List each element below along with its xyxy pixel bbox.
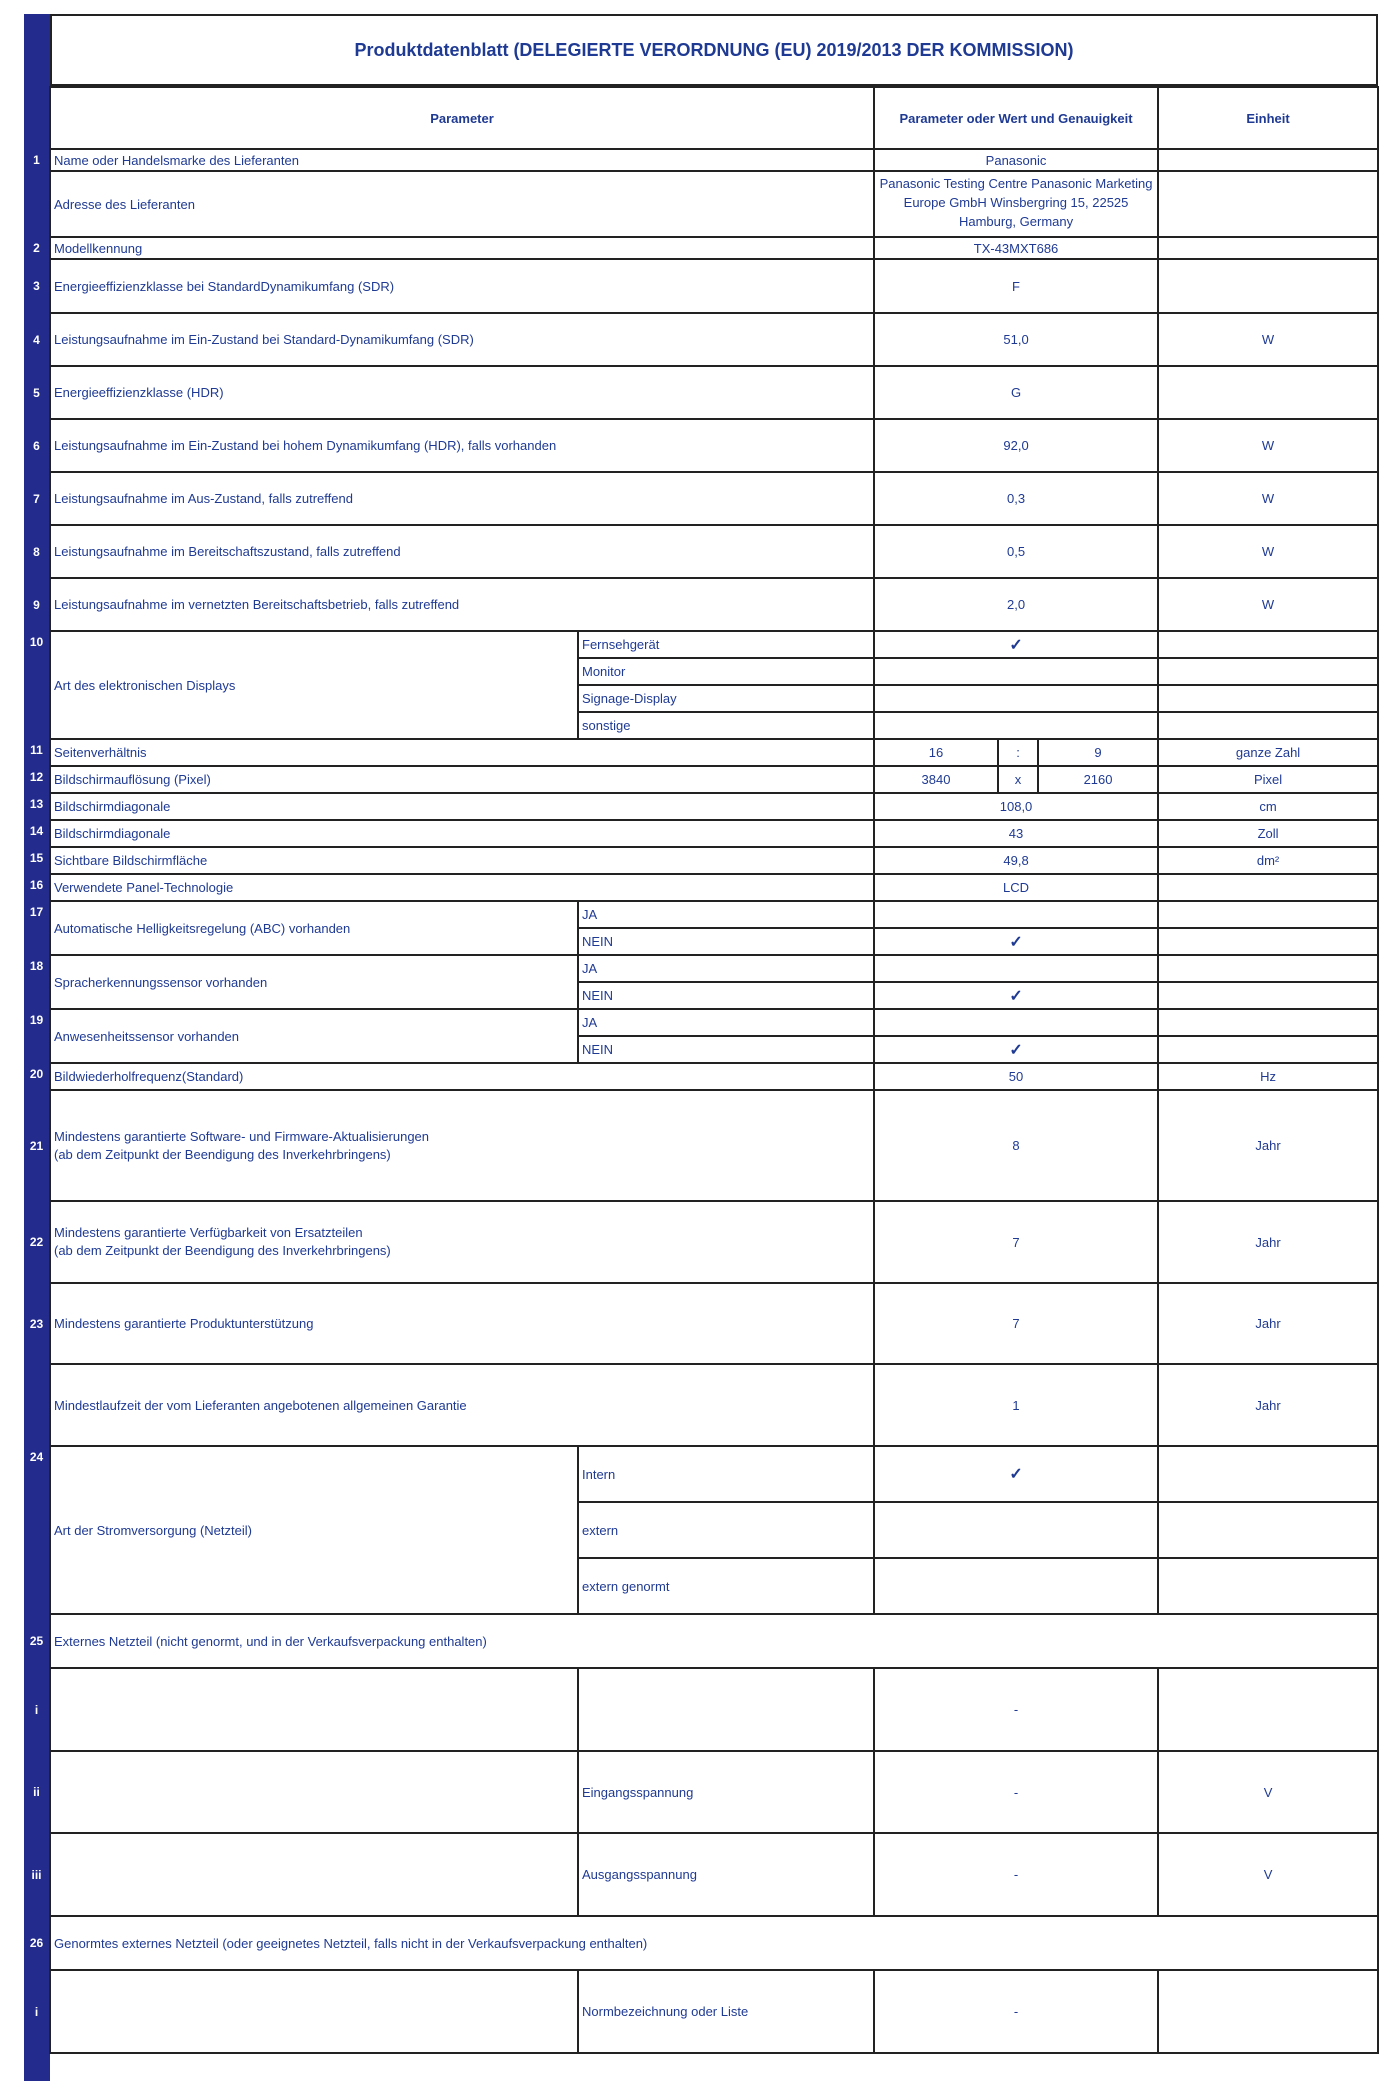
row-value: 50	[874, 1063, 1158, 1090]
row-label	[50, 1090, 874, 1201]
row-unit: Zoll	[1158, 820, 1378, 847]
row-number: 24	[24, 1446, 50, 1614]
row-unit: Jahr	[1158, 1090, 1378, 1201]
row-value: F	[874, 259, 1158, 313]
row-unit: cm	[1158, 793, 1378, 820]
row-unit: W	[1158, 472, 1378, 525]
row-value: -	[874, 1751, 1158, 1833]
check-icon: ✓	[1009, 1041, 1023, 1059]
table-row	[24, 1063, 1378, 1090]
row-number: 1	[24, 149, 50, 171]
row-unit: W	[1158, 525, 1378, 578]
row-value	[874, 955, 1158, 982]
row-number: 12	[24, 766, 50, 793]
row-label: Leistungsaufnahme im Ein-Zustand bei hohem Dynamikumfang (HDR), falls vorhanden	[50, 419, 874, 472]
row-number: iii	[24, 1833, 50, 1916]
check-icon: ✓	[1009, 636, 1023, 654]
row-value: 43	[874, 820, 1158, 847]
row-unit	[1158, 955, 1378, 982]
row-unit: W	[1158, 313, 1378, 366]
row-unit	[1158, 874, 1378, 901]
table-row	[24, 1090, 1378, 1201]
row-label: Name oder Handelsmarke des Lieferanten	[50, 149, 874, 171]
row-label: Automatische Helligkeitsregelung (ABC) vorhanden	[50, 901, 578, 955]
row-unit: Jahr	[1158, 1283, 1378, 1364]
table-row	[24, 631, 1378, 658]
section-label: Externes Netzteil (nicht genormt, und in der Verkaufsverpackung enthalten)	[50, 1614, 1378, 1668]
row-label: Spracherkennungssensor vorhanden	[50, 955, 578, 1009]
option-yes: JA	[578, 1009, 874, 1036]
row-value: -	[874, 1668, 1158, 1751]
row-value	[874, 901, 1158, 928]
row-value: 2,0	[874, 578, 1158, 631]
row-number: 2	[24, 237, 50, 259]
header-value: Parameter oder Wert und Genauigkeit	[874, 87, 1158, 149]
table-row	[24, 366, 1378, 419]
table-row	[24, 1446, 1378, 1502]
row-value: 8	[874, 1090, 1158, 1201]
resolution-height: 2160	[1038, 766, 1158, 793]
table-row	[24, 578, 1378, 631]
table-row	[24, 237, 1378, 259]
option-label: Monitor	[578, 658, 874, 685]
row-label: Modellkennung	[50, 237, 874, 259]
sub-label: Ausgangsspannung	[578, 1833, 874, 1916]
row-label: Energieeffizienzklasse (HDR)	[50, 366, 874, 419]
table-row	[24, 847, 1378, 874]
table-row	[24, 955, 1378, 982]
row-label: Leistungsaufnahme im vernetzten Bereitschaftsbetrieb, falls zutreffend	[50, 578, 874, 631]
table-row	[24, 739, 1378, 766]
row-number: 19	[24, 1009, 50, 1063]
row-value: TX-43MXT686	[874, 237, 1158, 259]
row-unit	[1158, 1558, 1378, 1614]
row-unit	[1158, 1970, 1378, 2053]
row-unit	[1158, 631, 1378, 658]
row-value: 0,5	[874, 525, 1158, 578]
row-label-line: (ab dem Zeitpunkt der Beendigung des Inverkehrbringens)	[54, 1243, 391, 1258]
table-row	[24, 820, 1378, 847]
option-no: NEIN	[578, 928, 874, 955]
option-label: extern	[578, 1502, 874, 1558]
row-value	[874, 712, 1158, 739]
row-number: 25	[24, 1614, 50, 1668]
row-label: Mindestlaufzeit der vom Lieferanten angebotenen allgemeinen Garantie	[50, 1364, 874, 1446]
row-number: 13	[24, 793, 50, 820]
row-value: -	[874, 1833, 1158, 1916]
row-unit: W	[1158, 578, 1378, 631]
row-label: Bildwiederholfrequenz(Standard)	[50, 1063, 874, 1090]
row-label	[50, 1201, 874, 1283]
row-number: 26	[24, 1916, 50, 1970]
checkmark	[874, 631, 1158, 658]
row-number: 5	[24, 366, 50, 419]
row-label: Energieeffizienzklasse bei StandardDynamikumfang (SDR)	[50, 259, 874, 313]
table-row	[24, 1283, 1378, 1364]
row-label: Bildschirmdiagonale	[50, 793, 874, 820]
table-row	[24, 1668, 1378, 1751]
row-unit	[1158, 366, 1378, 419]
row-value: 49,8	[874, 847, 1158, 874]
table-row	[24, 313, 1378, 366]
row-value: Panasonic	[874, 149, 1158, 171]
option-no: NEIN	[578, 982, 874, 1009]
row-label-line: Mindestens garantierte Software- und Firmware-Aktualisierungen	[54, 1128, 430, 1144]
row-number: i	[24, 1970, 50, 2053]
table-row	[24, 472, 1378, 525]
table-row	[24, 1751, 1378, 1833]
row-unit	[1158, 1502, 1378, 1558]
row-unit	[1158, 1009, 1378, 1036]
row-unit	[1158, 1446, 1378, 1502]
title-box	[50, 14, 1378, 86]
row-number: 23	[24, 1283, 50, 1364]
table-row	[24, 1009, 1378, 1036]
table-row	[24, 1833, 1378, 1916]
row-value: 1	[874, 1364, 1158, 1446]
row-number: 17	[24, 901, 50, 955]
row-value: LCD	[874, 874, 1158, 901]
header-row	[24, 87, 1378, 149]
row-unit: ganze Zahl	[1158, 739, 1378, 766]
row-label: Art des elektronischen Displays	[50, 631, 578, 739]
option-yes: JA	[578, 955, 874, 982]
row-number: i	[24, 1668, 50, 1751]
row-value: 0,3	[874, 472, 1158, 525]
row-label	[50, 1751, 578, 1833]
row-value	[874, 1502, 1158, 1558]
row-label: Bildschirmdiagonale	[50, 820, 874, 847]
section-label: Genormtes externes Netzteil (oder geeignetes Netzteil, falls nicht in der Verkaufsverpackung enthalten)	[50, 1916, 1378, 1970]
row-label: Leistungsaufnahme im Bereitschaftszustand, falls zutreffend	[50, 525, 874, 578]
datasheet-page	[24, 14, 1380, 2081]
resolution-width: 3840	[874, 766, 998, 793]
row-unit: Pixel	[1158, 766, 1378, 793]
row-label: Seitenverhältnis	[50, 739, 874, 766]
row-label-line: Mindestens garantierte Verfügbarkeit von Ersatzteilen	[54, 1225, 363, 1240]
row-number: 4	[24, 313, 50, 366]
row-value: 7	[874, 1201, 1158, 1283]
row-label: Adresse des Lieferanten	[50, 171, 874, 237]
row-unit: V	[1158, 1833, 1378, 1916]
row-number: 15	[24, 847, 50, 874]
row-value: 51,0	[874, 313, 1158, 366]
row-label-line: (ab dem Zeitpunkt der Beendigung des Inverkehrbringens)	[54, 1146, 391, 1162]
row-number: 21	[24, 1090, 50, 1201]
row-unit	[1158, 982, 1378, 1009]
row-unit	[1158, 1036, 1378, 1063]
row-unit	[1158, 259, 1378, 313]
row-value: G	[874, 366, 1158, 419]
ratio-a: 16	[874, 739, 998, 766]
row-unit	[1158, 1668, 1378, 1751]
row-value: 92,0	[874, 419, 1158, 472]
row-label	[50, 1833, 578, 1916]
row-unit	[1158, 712, 1378, 739]
ratio-separator: :	[998, 739, 1038, 766]
row-unit	[1158, 237, 1378, 259]
row-unit: V	[1158, 1751, 1378, 1833]
row-unit	[1158, 928, 1378, 955]
row-label: Sichtbare Bildschirmfläche	[50, 847, 874, 874]
row-unit: Jahr	[1158, 1364, 1378, 1446]
table-row	[24, 1614, 1378, 1668]
row-label	[50, 1668, 578, 1751]
row-number	[24, 171, 50, 237]
table-row	[24, 874, 1378, 901]
row-label: Mindestens garantierte Produktunterstützung	[50, 1283, 874, 1364]
row-unit: dm²	[1158, 847, 1378, 874]
row-number: 20	[24, 1063, 50, 1090]
table-row	[24, 1364, 1378, 1446]
row-value: 7	[874, 1283, 1158, 1364]
table-row	[24, 171, 1378, 237]
row-value	[874, 685, 1158, 712]
row-value	[874, 658, 1158, 685]
row-number	[24, 1364, 50, 1446]
row-number: 8	[24, 525, 50, 578]
row-number: 7	[24, 472, 50, 525]
row-value: -	[874, 1970, 1158, 2053]
row-unit	[1158, 685, 1378, 712]
option-label: Intern	[578, 1446, 874, 1502]
check-icon: ✓	[1009, 933, 1023, 951]
row-number: 11	[24, 739, 50, 766]
check-icon: ✓	[1009, 987, 1023, 1005]
resolution-separator: x	[998, 766, 1038, 793]
row-number: 14	[24, 820, 50, 847]
row-value	[874, 1009, 1158, 1036]
header-parameter: Parameter	[50, 87, 874, 149]
option-label: Signage-Display	[578, 685, 874, 712]
row-unit: Hz	[1158, 1063, 1378, 1090]
check-icon: ✓	[1009, 1466, 1023, 1483]
table-row	[24, 259, 1378, 313]
row-unit	[1158, 901, 1378, 928]
table-row	[24, 419, 1378, 472]
checkmark	[874, 928, 1158, 955]
row-number: 3	[24, 259, 50, 313]
row-unit: Jahr	[1158, 1201, 1378, 1283]
table-row	[24, 149, 1378, 171]
row-number: 16	[24, 874, 50, 901]
row-unit	[1158, 658, 1378, 685]
row-unit	[1158, 171, 1378, 237]
row-unit: W	[1158, 419, 1378, 472]
table-row	[24, 1201, 1378, 1283]
row-label: Verwendete Panel-Technologie	[50, 874, 874, 901]
row-value: 108,0	[874, 793, 1158, 820]
row-number: 6	[24, 419, 50, 472]
row-label: Art der Stromversorgung (Netzteil)	[50, 1446, 578, 1614]
table-row	[24, 793, 1378, 820]
row-label	[50, 1970, 578, 2053]
header-unit: Einheit	[1158, 87, 1378, 149]
row-number: 10	[24, 631, 50, 739]
sub-label	[578, 1668, 874, 1751]
row-number: 22	[24, 1201, 50, 1283]
row-label: Anwesenheitssensor vorhanden	[50, 1009, 578, 1063]
checkmark	[874, 982, 1158, 1009]
row-number: 18	[24, 955, 50, 1009]
option-no: NEIN	[578, 1036, 874, 1063]
sub-label: Normbezeichnung oder Liste	[578, 1970, 874, 2053]
ratio-b: 9	[1038, 739, 1158, 766]
row-label: Bildschirmauflösung (Pixel)	[50, 766, 874, 793]
row-value	[874, 1558, 1158, 1614]
row-label: Leistungsaufnahme im Aus-Zustand, falls zutreffend	[50, 472, 874, 525]
option-label: sonstige	[578, 712, 874, 739]
row-number: ii	[24, 1751, 50, 1833]
supplier-address: Panasonic Testing Centre Panasonic Marketing Europe GmbH Winsbergring 15, 22525 Hamburg, Germany	[874, 171, 1158, 237]
checkmark	[874, 1446, 1158, 1502]
option-label: Fernsehgerät	[578, 631, 874, 658]
datasheet-table	[24, 86, 1379, 2054]
table-row	[24, 901, 1378, 928]
table-row	[24, 766, 1378, 793]
table-row	[24, 1916, 1378, 1970]
sub-label: Eingangsspannung	[578, 1751, 874, 1833]
checkmark	[874, 1036, 1158, 1063]
row-label: Leistungsaufnahme im Ein-Zustand bei Standard-Dynamikumfang (SDR)	[50, 313, 874, 366]
row-number	[24, 87, 50, 149]
table-row	[24, 1970, 1378, 2053]
row-number: 9	[24, 578, 50, 631]
option-yes: JA	[578, 901, 874, 928]
option-label: extern genormt	[578, 1558, 874, 1614]
page-title: Produktdatenblatt (DELEGIERTE VERORDNUNG (EU) 2019/2013 DER KOMMISSION)	[354, 39, 1074, 60]
table-row	[24, 525, 1378, 578]
row-unit	[1158, 149, 1378, 171]
